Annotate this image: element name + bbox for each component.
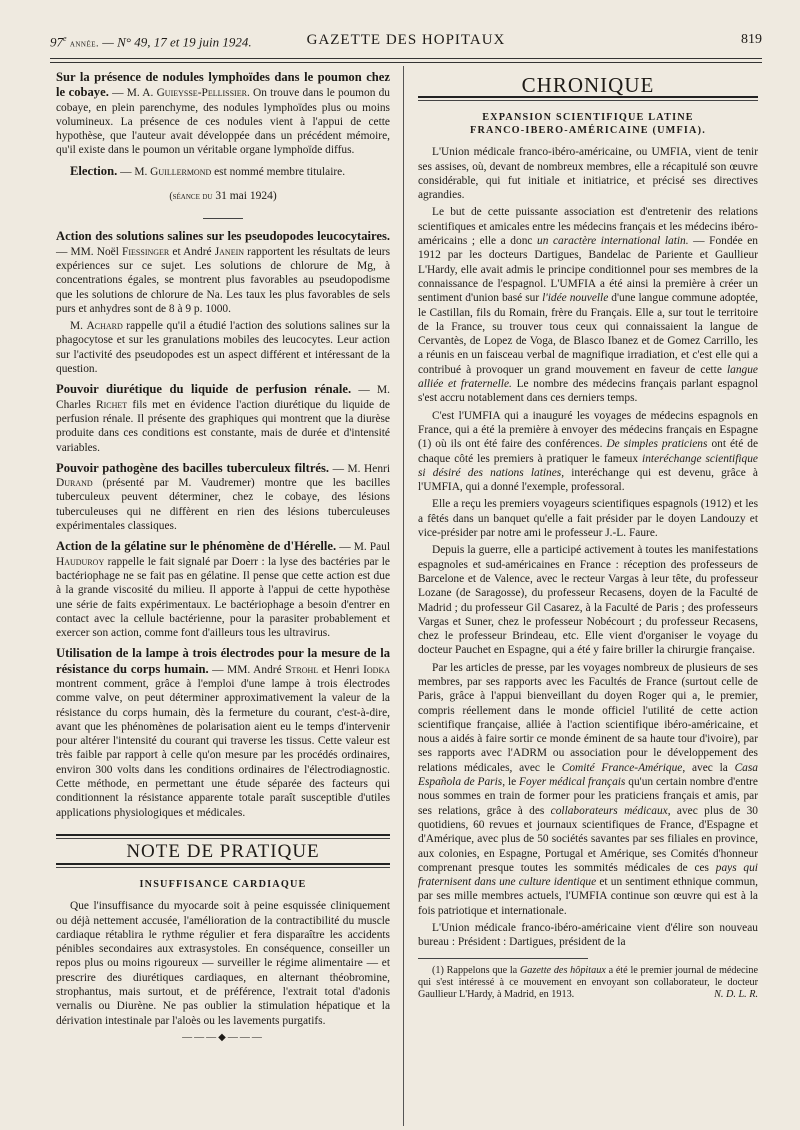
right-column <box>418 70 758 1004</box>
author-name: Guillermond <box>150 165 212 178</box>
note-de-pratique-heading-box <box>56 834 390 868</box>
entry-title: Action de la gélatine sur le phénomène de d'Hérelle. <box>56 539 337 554</box>
entry-title: Pouvoir pathogène des bacilles tuberculeux filtrés. <box>56 460 330 475</box>
paragraph: L'Union médicale franco-ibéro-américaine, ou UMFIA, vient de tenir ses assises, où, devant de nombreux membres, elle a récapitulé son œuvre considérable, qui fut initiale et initiatrice, et précisé ses directives agrandies. <box>418 146 758 202</box>
session-rule <box>203 218 243 219</box>
column-divider <box>403 66 404 1126</box>
entry-election: Election. — M. Guillermond est nommé membre titulaire. <box>70 163 346 178</box>
paragraph: C'est l'UMFIA qui a inauguré les voyages de médecins espagnols en France, qui a été la première à envoyer des médecins français en Espagne (1) où ils ont été faire des conférences. De simples praticiens ont été de chaque côté les premiers à pratiquer le fameux interéchange scientifique si désiré des nations latines, interéchange qui est devenu, grâce à l'UMFIA, qui a donné l'exemple, professoral. <box>418 409 758 494</box>
footnote: (1) Rappelons que la Gazette des hôpitaux a été le premier journal de médecine qui s'est intéressé à ce mouvement en envoyant son collaborateur, le docteur Gaullieur L'Hardy, à Madrid, en 1913. N. D. L. R. <box>418 964 758 1000</box>
entry-lampe-electrodes: Utilisation de la lampe à trois électrodes pour la mesure de la résistance du corps humain. — MM. André Strohl et Henri Iodka montrent comment, grâce à l'emploi d'une lampe à trois électrodes comme valve, on peut déterminer approximativement la valeur de la résistance du corps humain, dès la fermeture du courant, c'est-à-dire, avant que les phénomènes de polarisation aient eu le temps d'intervenir pour altérer l'intensité du courant qui traverse les tissus. Cette valeur est très faible par rapport à celle qu'on mesure par les procédés ordinaires, environ 300 volts dans les conditions ordinaires de l'électrodiagnostic. Cette méthode, en permettant une étude séparée des facteurs qui conditionnent la résistance apparente totale paraît susceptible d'utiles applications physiologiques et médicales. <box>56 646 390 819</box>
issue-line: 97e année. — N° 49, 17 et 19 juin 1924. <box>50 34 252 50</box>
running-header <box>50 30 762 54</box>
entry-title: Utilisation de la lampe à trois électrodes pour la mesure de la résistance du corps humain. <box>56 646 390 676</box>
section-heading: NOTE DE PRATIQUE <box>126 840 320 862</box>
entry-nodules-lymphoides: Sur la présence de nodules lymphoïdes dans le poumon chez le cobaye. — M. A. Guieysse-Pellissier. On trouve dans le poumon du cobaye, en plein parenchyme, des nodules lymphoïdes plus ou moins volumineux. La présence de ces nodules vient à l'appui de cette hypothèse, que l'auteur avait développée dans un précédent mémoire, qu'il existe dans le poumon un véritable organe lymphoïde diffus. <box>56 70 391 157</box>
entry-title: Action des solutions salines sur les pseudopodes leucocytaires. <box>56 229 390 244</box>
footnote-rule <box>418 958 588 959</box>
left-column <box>56 70 390 1045</box>
note-subheading: INSUFFISANCE CARDIAQUE <box>139 879 307 891</box>
header-rule-secondary <box>50 62 762 63</box>
note-body: Que l'insuffisance du myocarde soit à peine esquissée cliniquement ou déjà nettement accusée, l'amélioration de la contractibilité du muscle cardiaque rétablira le rythme régulier et fera disparaître les accidents pénibles secondaires aux extrasystoles. En conséquence, conseiller un repos plus ou moins rigoureux — surveiller le régime alimentaire — et prescrire des diurétiques cardiaques, en alternant théobromine, strophantus, mais surtout, et de préférence, l'extrait total d'adonis vernalis ou Diurène. Ne pas oublier la stimulation hépatique et la dérivation intestinale par l'aloès ou les lavements purgatifs. <box>56 900 390 1027</box>
entry-bacilles-tuberculeux: Pouvoir pathogène des bacilles tuberculeux filtrés. — M. Henri Durand (présenté par M. Vaudremer) montre que les bacilles tuberculeux peuvent déterminer, chez le cobaye, des lésions tuberculeuses qui ne diffèrent en rien des lésions tuberculeuses expérimentales classiques. <box>56 460 390 533</box>
journal-title: GAZETTE DES HOPITAUX <box>306 32 506 48</box>
paragraph: Par les articles de presse, par les voyages nombreux de plusieurs de ses membres, par ses rapports avec les Facultés de France (surtout celle de Paris, grâce à l'appui bienveillant du doyen Roger qui a, le premier, compris réellement dans le monde officiel l'utilité de cette action scientifique française, alliée à l'action scientifique ibéro-américaine, et nous a aidés à faire sortir ce monde éminent de sa haute tour d'ivoire), par ses rapports avec l'ADRM ou association pour le développement des relations médicales, avec le Comité France-Amérique, avec la Casa Española de Paris, le Foyer médical français qu'un certain nombre d'entre nous sommes en train de former pour les praticiens français et amis, par ses relations, grâce à des collaborateurs médicaux, avec plus de 30 quotidiens, 60 revues et journaux scientifiques de France, d'Espagne et d'Amérique, avec plus de 50 sociétés savantes par ses filiales en province, aux colonies, en Espagne, Portugal et Amérique, ses Comités d'honneur comprenant presque toutes les sommités médicales de ces pays qui fraternisent dans une culture identique et un sentiment ethnique commun, par ses mille membres actuels, l'UMFIA continue son œuvre qui est à la fois patriotique et internationale. <box>418 661 758 917</box>
entry-title: Pouvoir diurétique du liquide de perfusion rénale. <box>56 382 352 397</box>
paragraph: Elle a reçu les premiers voyageurs scientifiques espagnols (1912) et les a fêtés dans un banquet qu'elle a fait présider par le doyen Landouzy et vice-présider par notre ami le professeur J.-L. Faure. <box>418 498 758 540</box>
paragraph: Depuis la guerre, elle a participé activement à toutes les manifestations espagnoles et sud-américaines en France : réception des professeurs de Barcelone et de Valence, avec le recteur Vargas à leur tête, du professeur Lozane (de Saragosse), du professeur Recasens, doyen de la Faculté de Madrid ; du professeur Gil Casarez, à la Faculté de Paris ; des professeurs Vargas et Suner, chez le professeur Nobécourt ; du professeur Recasens, chez le professeur Brindeau, etc. Elle vient d'organiser le voyage du docteur Pauchet en Espagne, qui a été y faire briller la chirurgie française. <box>418 544 758 657</box>
section-heading: CHRONIQUE <box>521 73 655 97</box>
footnote-signature: N. D. L. R. <box>714 988 758 1000</box>
entry-gelatine-herelle: Action de la gélatine sur le phénomène de d'Hérelle. — M. Paul Hauduroy rappelle le fait signalé par Doerr : la lyse des bactéries par le bactériophage ne se fait pas en gélatine. Il pense que cette action est due à la grande viscosité du milieu. Il apporte à l'appui de cette hypothèse une série de faits expérimentaux. Le bactériophage a besoin d'entrer en contact avec la cellule bactérienne, pour la parasiter probablement et exercer son action, comme font d'ailleurs tous les ultravirus. <box>56 539 390 640</box>
page-number: 819 <box>741 32 762 47</box>
chronique-subheading: EXPANSION SCIENTIFIQUE LATINE FRANCO-IBERO-AMÉRICAINE (UMFIA). <box>470 112 706 137</box>
header-rule <box>50 58 762 59</box>
end-ornament: ―――◆――― <box>182 1031 264 1043</box>
paragraph: Le but de cette puissante association est d'entretenir des relations scientifiques et amicales entre les médecins français et les médecins ibéro-américains ; elle a donc un caractère international latin. — Fondée en 1912 par les docteurs Dartigues, Bandelac de Pariente et Gaullieur L'Hardy, elle avait admis le principe conditionnel pour ses membres de la connaissance de l'espagnol. L'UMFIA a été ainsi la première à créer un sentiment d'union basé sur l'idée nouvelle d'une langue commune adoptée, le Castillan, fils du Romain, frère du Français. Elle a, sur tout le territoire de la France, su trouver tous ceux qui connaissaient la langue de Cervantès, de Lopez de Voga, de Blasco Ibanez et de Gomez Carrillo, les a réunis en un faisceau verbal de magnifique irradiation, et c'est elle qui a contribué à provoquer un grand mouvement en faveur de cette langue alliée et fraternelle. Le nombre des médecins français parlant espagnol s'est accru notablement dans ces derniers temps. <box>418 206 759 405</box>
chronique-heading-box <box>418 72 758 101</box>
author-name: Guieysse-Pellissier <box>156 87 247 100</box>
session-date: (séance du 31 mai 1924) <box>169 190 277 203</box>
entry-solutions-salines: Action des solutions salines sur les pseudopodes leucocytaires. — MM. Noël Fiessinger et André Janein rapportent les résultats de leurs expériences sur ce sujet. Les solutions de chlorure de Mg, à concentrations égales, se montrent plus favorables au pseudopodisme que les solutions de chlorure de Na. Les taux les plus favorables de sels purs et anhydres sont de 8 à 9 p. 1000. M. Achard rappelle qu'il a étudié l'action des solutions salines sur la phagocytose et sur les granulations mobiles des leucocytes. Leur action sur l'activité des pseudopodes est un aspect différent et intéressant de la question. <box>56 229 390 376</box>
entry-title: Sur la présence de nodules lymphoïdes dans le poumon chez le cobaye. <box>56 70 390 100</box>
paragraph: L'Union médicale franco-ibéro-américaine vient d'élire son nouveau bureau : Président : Dartigues, président de la <box>418 922 758 949</box>
entry-pouvoir-diuretique: Pouvoir diurétique du liquide de perfusion rénale. — M. Charles Richet fils met en évidence l'action diurétique du liquide de perfusion rénale. Il présente des graphiques qui montrent que la diurèse produite dans ces conditions est constante, mais de durée et d'intensité variables. <box>56 382 390 454</box>
